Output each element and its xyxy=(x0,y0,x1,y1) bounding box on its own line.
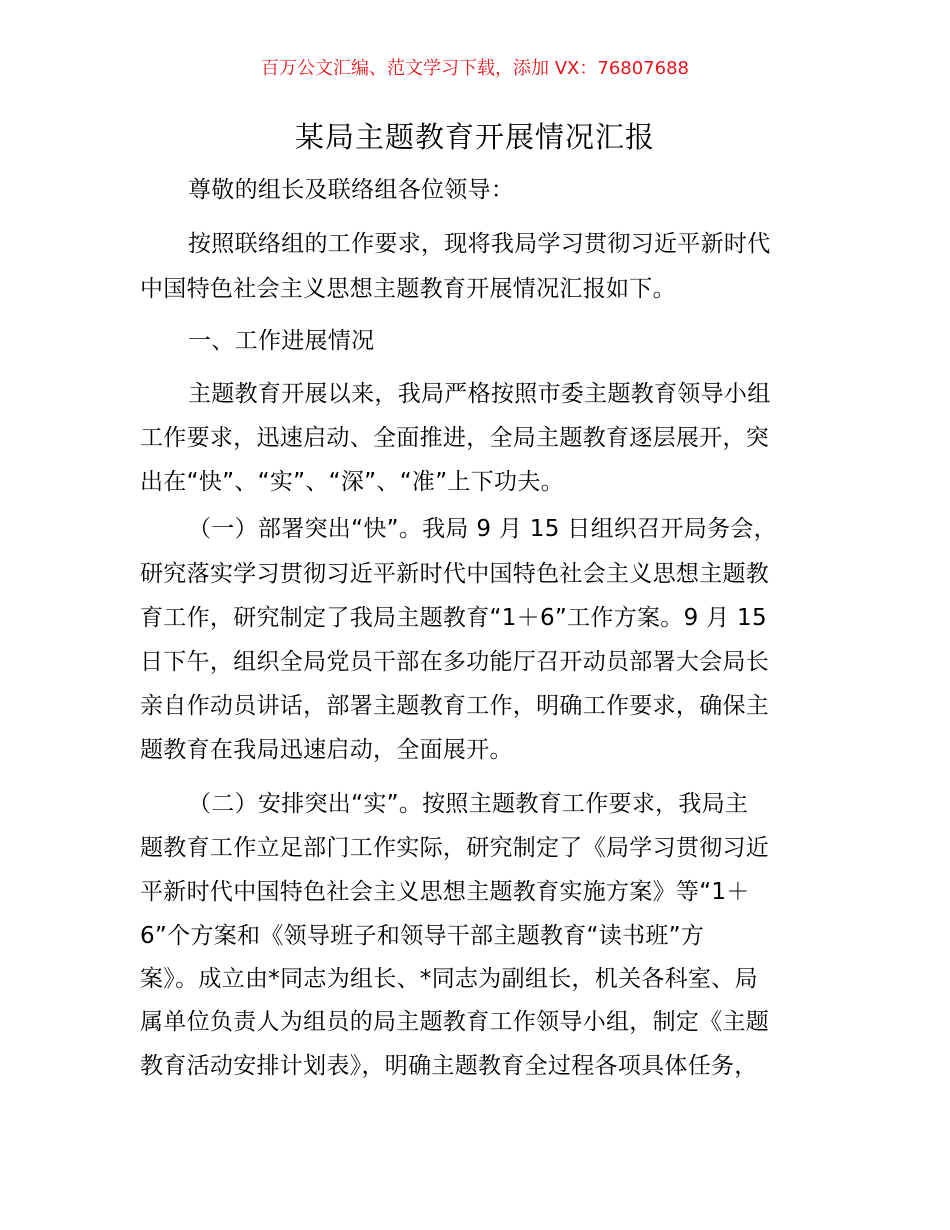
paragraph-line: 平新时代中国特色社会主义思想主题教育实施方案》等“1＋ xyxy=(140,879,750,905)
paragraph-line: 教育活动安排计划表》，明确主题教育全过程各项具体任务， xyxy=(140,1053,758,1079)
paragraph-line: 题教育在我局迅速启动，全面展开。 xyxy=(140,737,513,763)
section-heading: 一、工作进展情况 xyxy=(188,328,375,354)
paragraph-line: 案》。成立由*同志为组长、*同志为副组长，机关各科室、局 xyxy=(140,966,758,992)
paragraph-line: 研究落实学习贯彻习近平新时代中国特色社会主义思想主题教 xyxy=(140,561,770,587)
paragraph-line: 工作要求，迅速启动、全面推进，全局主题教育逐层展开，突 xyxy=(140,425,770,451)
paragraph-line: 按照联络组的工作要求，现将我局学习贯彻习近平新时代 xyxy=(188,231,771,257)
watermark-banner: 百万公文汇编、范文学习下载，添加 VX：76807688 xyxy=(261,58,689,79)
paragraph-line: 题教育工作立足部门工作实际，研究制定了《局学习贯彻习近 xyxy=(140,835,770,861)
subsection-line: （二）安排突出“实”。按照主题教育工作要求，我局主 xyxy=(188,791,749,817)
paragraph-line: 6”个方案和《领导班子和领导干部主题教育“读书班”方 xyxy=(140,923,705,949)
paragraph-line: 主题教育开展以来，我局严格按照市委主题教育领导小组 xyxy=(188,381,771,407)
paragraph-line: 育工作，研究制定了我局主题教育“1＋6”工作方案。9 月 15 xyxy=(140,605,767,631)
page-title: 某局主题教育开展情况汇报 xyxy=(294,120,655,154)
paragraph-line: 日下午，组织全局党员干部在多功能厅召开动员部署大会局长 xyxy=(140,649,770,675)
paragraph-line: 出在“快”、“实”、“深”、“准”上下功夫。 xyxy=(140,469,564,495)
paragraph-line: 亲自作动员讲话，部署主题教育工作，明确工作要求，确保主 xyxy=(140,693,770,719)
subsection-line: （一）部署突出“快”。我局 9 月 15 日组织召开局务会， xyxy=(188,516,777,542)
paragraph-line: 属单位负责人为组员的局主题教育工作领导小组，制定《主题 xyxy=(140,1009,770,1035)
salutation: 尊敬的组长及联络组各位领导： xyxy=(188,177,515,203)
paragraph-line: 中国特色社会主义思想主题教育开展情况汇报如下。 xyxy=(140,276,676,302)
